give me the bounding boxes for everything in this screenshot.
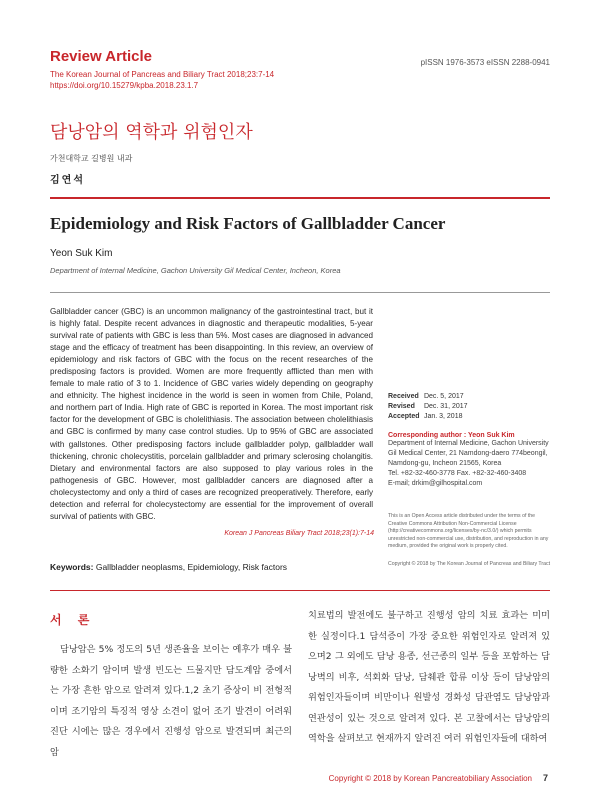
divider <box>50 292 550 293</box>
divider <box>50 590 550 591</box>
english-title: Epidemiology and Risk Factors of Gallbladder Cancer <box>50 214 446 233</box>
corr-address-line: Gil Medical Center, 21 Namdong-daero 774beongil, <box>388 450 548 457</box>
corr-email[interactable]: E-mail; drkim@gilhospital.com <box>388 480 483 487</box>
journal-copyright: Copyright © 2018 by The Korean Journal of Pancreas and Biliary Tract <box>388 560 551 567</box>
article-info-sidebar <box>388 392 553 567</box>
abstract-citation: Korean J Pancreas Biliary Tract 2018;23(1):7-14 <box>224 530 374 537</box>
received-value: Dec. 5, 2017 <box>423 393 464 400</box>
keywords-label: Keywords: <box>50 562 94 572</box>
issn-label: pISSN 1976-3573 eISSN 2288-0941 <box>420 58 550 67</box>
page-number: 7 <box>542 773 548 783</box>
article-type-label: Review Article <box>50 48 152 65</box>
corr-address-line: Department of Internal Medicine, Gachon University <box>388 440 549 447</box>
korean-author: 김연석 <box>50 175 85 186</box>
corr-address-line: Namdong-gu, Incheon 21565, Korea <box>388 460 502 467</box>
received-date <box>388 392 553 402</box>
revised-value: Dec. 31, 2017 <box>423 403 468 410</box>
body-paragraph: 치료법의 발전에도 불구하고 진행성 암의 치료 효과는 미미한 실정이다.1 담석증이 가장 중요한 위험인자로 알려져 있으며2 그 외에도 담낭 용종, 선근종의 일부 등을 포함하는 담낭벽의 비후, 석회화 담낭, 담췌관 합류 이상 등이 담낭암의 위험인자들이며 비만이나 원발성 경화성 담관염도 담낭암과 연관성이 있는 것으로 알려져 있다. 본 고찰에서는 담낭암의 역학을 살펴보고 현재까지 알려진 여러 위험인자들에 대하여 <box>308 610 550 744</box>
keywords-text: Gallbladder neoplasms, Epidemiology, Risk factors <box>95 562 288 572</box>
english-affiliation: Department of Internal Medicine, Gachon University Gil Medical Center, Incheon, Korea <box>50 266 341 275</box>
body-column-left <box>50 640 292 763</box>
accepted-label: Accepted <box>388 413 420 420</box>
license-notice: This is an Open Access article distributed under the terms of the Creative Commons Attribution Non-Commercial License (http://creativecommons.org/licenses/by-nc/3.0/) which permits unrestricted non-commercial use, distribution, and reproduction in any medium, provided the original work is properly cited. <box>388 513 549 549</box>
korean-title: 담낭암의 역학과 위험인자 <box>50 122 253 143</box>
accepted-date <box>388 412 553 422</box>
footer-copyright: Copyright © 2018 by Korean Pancreatobiliary Association <box>328 774 532 783</box>
abstract-text: Gallbladder cancer (GBC) is an uncommon malignancy of the gastrointestinal tract, but it is highly fatal. Despite recent advances in diagnostic and therapeutic modalities, 5-year survival rate of patients with GBC is less than 5%. Most cases are diagnosed in advanced stage and the efficacy of treatment has been disappointing. In this review, an overview of epidemiology and risk factors of GBC with the focus on the recent researches of the predisposing factors is provided. Women are more frequently afflicted than men with female to male ratio of 3 to 1. Incidence of GBC varies widely depending on geography and ethnicity. The highest incidence in the world is seen in women from Chile, Poland, and northern part of India. High rate of GBC is reported in Korea. The most important risk factor for the development of GBC is cholelithiasis. The association between cholelithiasis and GBC is confirmed by many case control studies. Up to 95% of GBC are associated with gallstones. Other predisposing factors include gallbladder polyp, gallbladder wall thickening, chronic cholecystitis, porcelain gallbladder and primary sclerosing cholangitis. Dietary and environmental factors are also supposed to play various roles in the pathogenesis of GBC. However, most gallbladder cancers are diagnosed after a cholecystectomy and only a third of cases are recognized preoperatively. Therefore, early detection and referral for cholecystectomy are essential for the improvement of overall survival of patients with GBC. <box>50 307 373 521</box>
body-column-right <box>308 606 550 750</box>
corresponding-author-title: Corresponding author : Yeon Suk Kim <box>388 432 515 439</box>
english-author: Yeon Suk Kim <box>50 248 113 259</box>
corr-phone-line: Tel. +82-32-460-3778 Fax. +82-32-460-3408 <box>388 470 527 477</box>
accepted-value: Jan. 3, 2018 <box>423 413 463 420</box>
revised-date <box>388 402 553 412</box>
korean-affiliation: 가천대학교 길병원 내과 <box>50 154 133 163</box>
body-paragraph: 담낭암은 5% 정도의 5년 생존율을 보이는 예후가 매우 불량한 소화기 암이며 발생 빈도는 드물지만 담도계암 중에서는 가장 흔한 암으로 알려져 있다.1,2 초기 증상이 비 전형적이며 조기암의 특징적 영상 소견이 없어 조기 발견이 어려워 진단 시에는 많은 경우에서 진행성 암으로 발견되며 최근의 암 <box>50 644 292 758</box>
doi-link[interactable]: https://doi.org/10.15279/kpba.2018.23.1.7 <box>50 81 199 90</box>
received-label: Received <box>388 393 419 400</box>
divider <box>50 197 550 199</box>
journal-citation: The Korean Journal of Pancreas and Biliary Tract 2018;23:7-14 <box>50 70 275 79</box>
revised-label: Revised <box>388 403 415 410</box>
keywords <box>50 562 287 572</box>
section-heading: 서 론 <box>50 613 96 627</box>
